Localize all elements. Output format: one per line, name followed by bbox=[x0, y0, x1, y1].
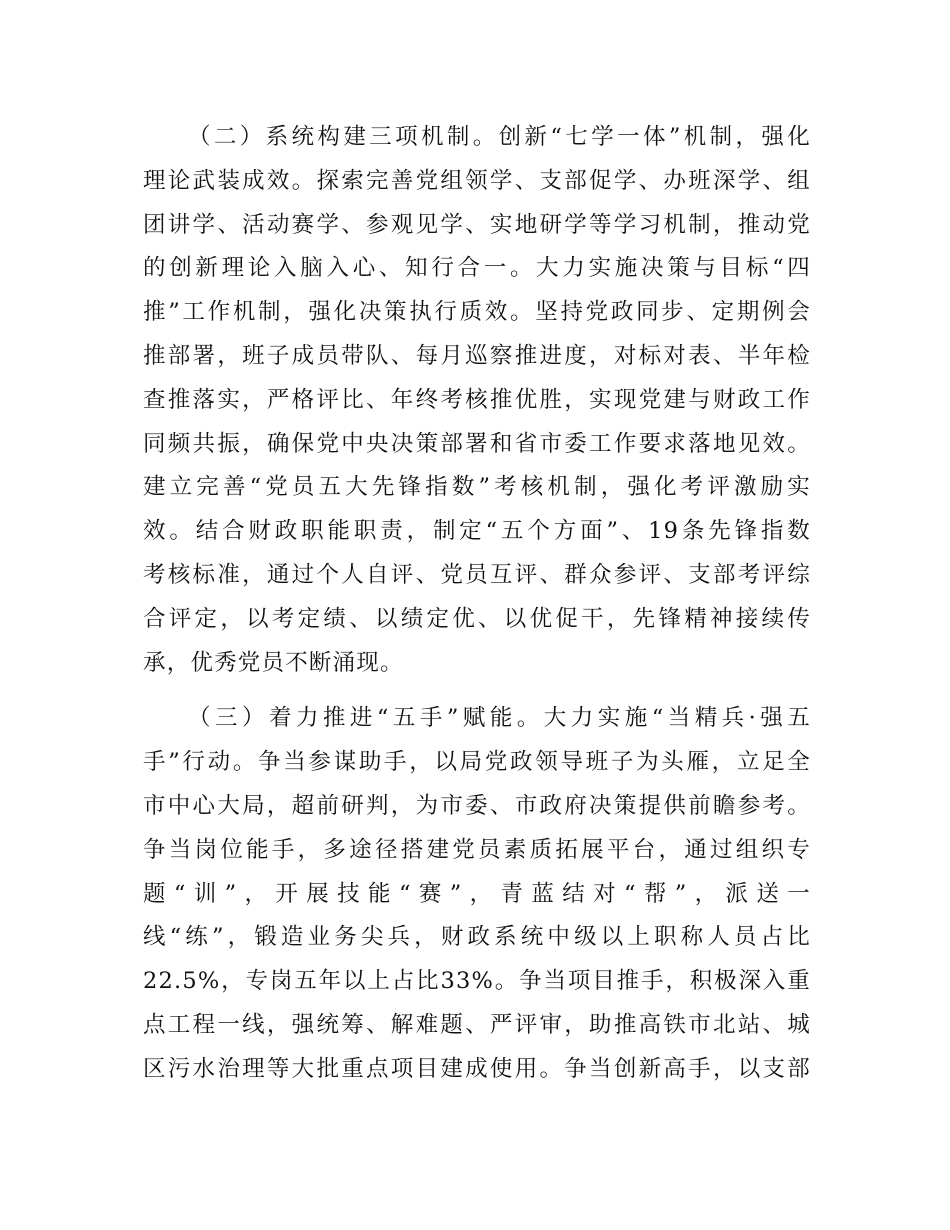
text-line: 同频共振，确保党中央决策部署和省市委工作要求落地见效。 bbox=[143, 430, 811, 457]
text-line: 的创新理论入脑入心、知行合一。大力实施决策与目标“四 bbox=[143, 255, 811, 282]
paragraph-five-hands bbox=[143, 697, 811, 1091]
text-line: 建立完善“党员五大先锋指数”考核机制，强化考评激励实 bbox=[143, 474, 811, 501]
text-line: 手”行动。争当参谋助手，以局党政领导班子为头雁，立足全 bbox=[143, 749, 811, 776]
text-line: （三）着力推进“五手”赋能。大力实施“当精兵·强五 bbox=[188, 705, 811, 732]
document-body bbox=[143, 116, 811, 1092]
text-line: 合评定，以考定绩、以绩定优、以优促干，先锋精神接续传 bbox=[143, 605, 811, 632]
text-line: 查推落实，严格评比、年终考核推优胜，实现党建与财政工作 bbox=[143, 386, 811, 413]
text-line: 争当岗位能手，多途径搭建党员素质拓展平台，通过组织专 bbox=[143, 836, 811, 863]
text-line: 市中心大局，超前研判，为市委、市政府决策提供前瞻参考。 bbox=[143, 792, 811, 819]
text-line: 点工程一线，强统筹、解难题、严评审，助推高铁市北站、城 bbox=[143, 1011, 811, 1038]
text-line: 线“练”，锻造业务尖兵，财政系统中级以上职称人员占比 bbox=[143, 924, 811, 951]
text-line: 承，优秀党员不断涌现。 bbox=[143, 649, 404, 676]
text-line: 题“训”，开展技能“赛”，青蓝结对“帮”，派送一 bbox=[143, 880, 811, 907]
text-line: 区污水治理等大批重点项目建成使用。争当创新高手，以支部 bbox=[143, 1055, 811, 1082]
text-line: 理论武装成效。探索完善党组领学、支部促学、办班深学、组 bbox=[143, 167, 811, 194]
text-line: （二）系统构建三项机制。创新“七学一体”机制，强化 bbox=[188, 124, 811, 150]
text-line: 效。结合财政职能职责，制定“五个方面”、19条先锋指数 bbox=[143, 518, 811, 545]
text-line: 考核标准，通过个人自评、党员互评、群众参评、支部考评综 bbox=[143, 561, 811, 588]
text-line: 推部署，班子成员带队、每月巡察推进度，对标对表、半年检 bbox=[143, 342, 811, 369]
text-line: 22.5%，专岗五年以上占比33%。争当项目推手，积极深入重 bbox=[143, 968, 811, 995]
text-line: 推”工作机制，强化决策执行质效。坚持党政同步、定期例会 bbox=[143, 299, 811, 326]
text-line: 团讲学、活动赛学、参观见学、实地研学等学习机制，推动党 bbox=[143, 211, 811, 238]
paragraph-mechanisms bbox=[143, 116, 811, 685]
